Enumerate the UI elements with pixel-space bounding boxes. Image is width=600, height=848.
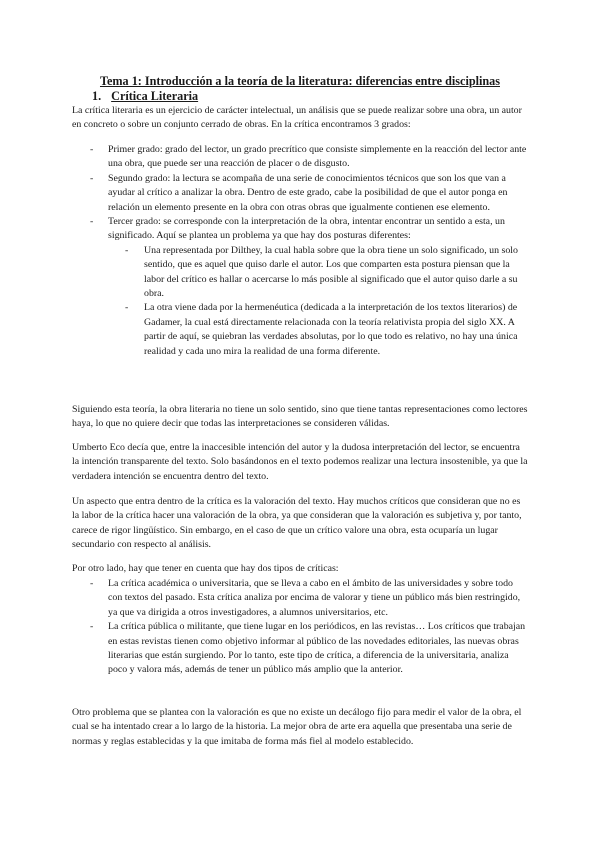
paragraph-valoracion: Un aspecto que entra dentro de la crítica es la valoración del texto. Hay muchos críticos que consideran que no es la labor de la crítica hacer una valoración de la obra, ya que consideran que la valoración es subjetiva y, por tanto, carece de rigor lingüístico. Sin embargo, en el caso de que un crítico valore una obra, esta ocuparía un lugar secundario con respecto al análisis. bbox=[72, 496, 522, 551]
document-title: Tema 1: Introducción a la teoría de la literatura: diferencias entre disciplinas bbox=[99, 74, 500, 88]
intro-paragraph: La crítica literaria es un ejercicio de carácter intelectual, un análisis que se puede realizar sobre una obra, un autor en concreto o sobre un conjunto cerrado de obras. En la crítica encontramos 3 grados: bbox=[72, 105, 522, 131]
bullet-dash: - bbox=[90, 578, 94, 589]
section-heading bbox=[92, 89, 198, 104]
bullet-dash: - bbox=[90, 621, 94, 633]
bullet-dash: - bbox=[90, 216, 94, 228]
tipos-list bbox=[72, 577, 528, 678]
paragraph-teoria: Siguiendo esta teoría, la obra literaria no tiene un solo sentido, sino que tiene tantas representaciones como lectores haya, lo que no quiere decir que todas las interpretaciones se consideren válidas. bbox=[72, 404, 528, 430]
list-item-text: La otra viene dada por la hermenéutica (dedicada a la interpretación de los textos literarios) de Gadamer, la cual está directamente relacionada con la teoría relativista propia del siglo XX. A partir de aquí, se quiebran las verdades absolutas, por lo que todo es relativo, no hay una única realidad y cada uno mira la realidad de una forma diferente. bbox=[144, 302, 518, 357]
list-item-text: Primer grado: grado del lector, un grado precrítico que consiste simplemente en la reacción del lector ante una obra, que puede ser una reacción de placer o de disgusto. bbox=[108, 144, 527, 170]
list-item bbox=[72, 172, 528, 215]
posturas-list bbox=[72, 244, 528, 359]
list-item-text: Tercer grado: se corresponde con la interpretación de la obra, intentar encontrar un sentido a esta, un significado. Aquí se plantea un problema ya que hay dos posturas diferentes: bbox=[108, 216, 505, 242]
list-item bbox=[72, 620, 528, 678]
bullet-dash: - bbox=[125, 244, 129, 256]
list-item bbox=[72, 143, 528, 172]
list-item bbox=[72, 215, 528, 244]
list-item-text: Una representada por Dilthey, la cual habla sobre que la obra tiene un solo significado, un solo sentido, que es aquel que quiso darle el autor. Los que comparten esta postura piensan que la labor del crítico es hallar o acercarse lo más posible al significado que el autor quiso darle a su obra. bbox=[144, 244, 518, 300]
list-item-text: La crítica académica o universitaria, que se lleva a cabo en el ámbito de las universidades y sobre todo con textos del pasado. Esta crítica analiza por encima de valorar y tiene un público más bien restringido, ya que va dirigida a otros investigadores, a alumnos universitarios, etc. bbox=[108, 578, 521, 618]
paragraph-tipos: Por otro lado, hay que tener en cuenta que hay dos tipos de críticas: bbox=[72, 563, 339, 574]
bullet-dash: - bbox=[90, 144, 94, 155]
list-item bbox=[72, 244, 528, 302]
list-item bbox=[72, 577, 528, 620]
list-item bbox=[72, 301, 528, 359]
section-title: Crítica Literaria bbox=[111, 89, 199, 103]
section-number: 1. bbox=[92, 89, 102, 103]
grados-list bbox=[72, 143, 528, 359]
bullet-dash: - bbox=[125, 302, 129, 314]
list-item-text: La crítica pública o militante, que tiene lugar en los periódicos, en las revistas… Los críticos que trabajan en estas revistas tienen como objetivo informar al público de las novedades editoriales, las nuevas obras literarias que están surgiendo. Por lo tanto, este tipo de crítica, a diferencia de la universitaria, analiza poco y valora más, además de tener un público más amplio que la anterior. bbox=[108, 621, 526, 676]
bullet-dash: - bbox=[90, 172, 94, 184]
list-item-text: Segundo grado: la lectura se acompaña de una serie de conocimientos técnicos que son los que van a ayudar al crítico a analizar la obra. Dentro de este grado, cabe la posibilidad de que el autor ponga en relación un elemento presente en la obra con otras obras que igualmente contienen ese elemento. bbox=[108, 172, 508, 213]
paragraph-eco: Umberto Eco decía que, entre la inaccesible intención del autor y la dudosa interpretación del lector, se encuentra la intención transparente del texto. Solo basándonos en el texto podemos realizar una lectura insostenible, ya que la verdadera intención se encuentra dentro del texto. bbox=[72, 442, 528, 482]
paragraph-final: Otro problema que se plantea con la valoración es que no existe un decálogo fijo para medir el valor de la obra, el cual se ha intentado crear a lo largo de la historia. La mejor obra de arte era aquella que presentaba una serie de normas y reglas establecidas y la que imitaba de forma más fiel al modelo establecido. bbox=[72, 707, 522, 747]
